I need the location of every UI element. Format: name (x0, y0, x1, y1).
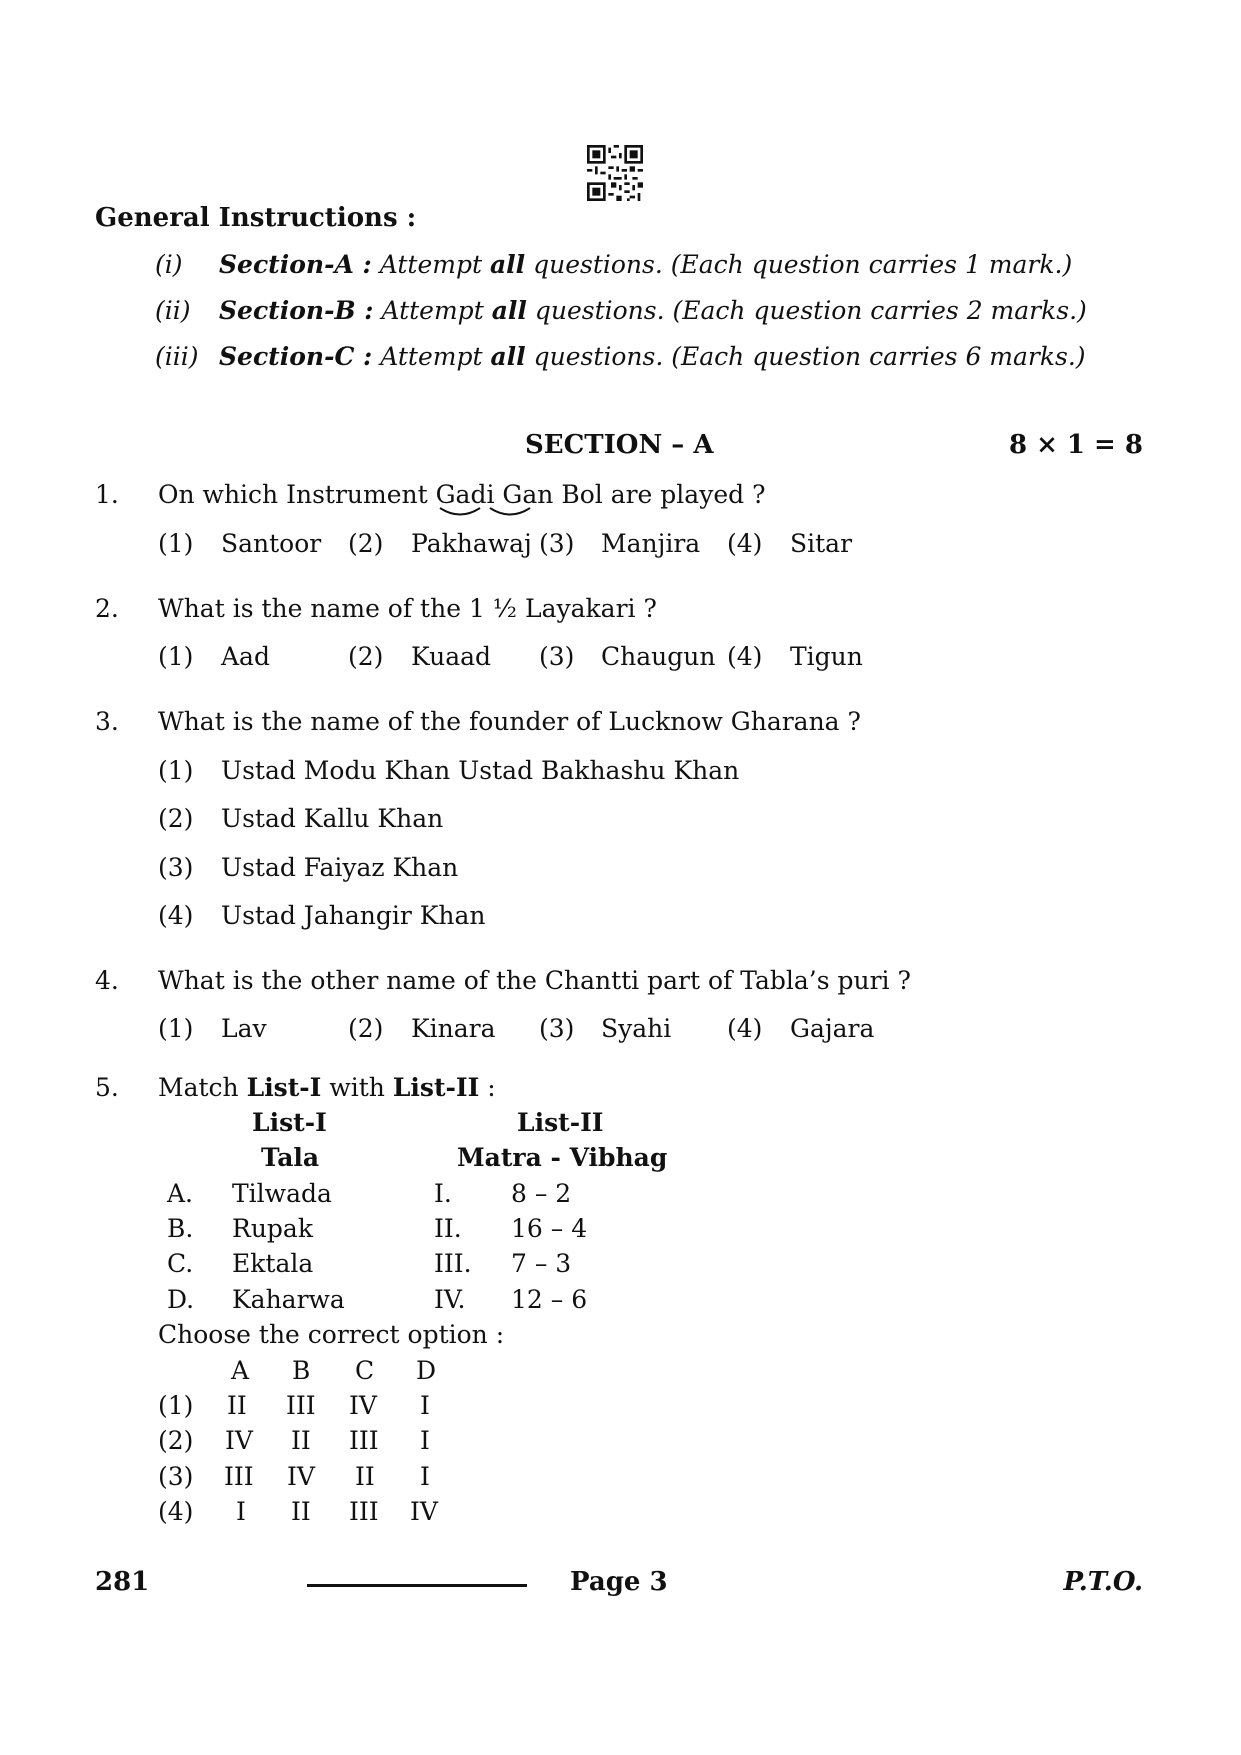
instruction-emphasis: all (489, 250, 526, 279)
answer-header: A (231, 1356, 250, 1385)
match-row-tala: Ektala (232, 1249, 314, 1278)
option-text: Pakhawaj (411, 529, 532, 558)
option-number: (1) (158, 642, 194, 671)
option-text: Gajara (790, 1014, 875, 1043)
instruction-text: Attempt (372, 342, 491, 371)
answer-option-number: (3) (158, 1462, 194, 1491)
instruction-number: (ii) (155, 296, 191, 325)
match-row-tala: Rupak (232, 1214, 313, 1243)
option-number: (2) (158, 804, 194, 833)
option-text: Syahi (601, 1014, 672, 1043)
answer-cell: II (291, 1426, 311, 1455)
list-two-ref: List-II (392, 1073, 480, 1102)
option-text: Manjira (601, 529, 701, 558)
answer-cell: I (420, 1426, 430, 1455)
match-row-letter: A. (167, 1179, 194, 1208)
paper-code: 281 (95, 1567, 150, 1597)
option-number: (4) (727, 642, 763, 671)
option-number: (2) (348, 1014, 384, 1043)
instruction-text: questions. (Each question carries (525, 250, 965, 279)
answer-cell: I (236, 1497, 246, 1526)
option-number: (4) (158, 901, 194, 930)
question-number: 4. (95, 966, 119, 995)
question-number: 5. (95, 1073, 119, 1102)
match-row-numeral: IV. (434, 1285, 466, 1314)
option-text: Lav (221, 1014, 267, 1043)
instruction-emphasis: all (490, 342, 526, 371)
general-instructions-title: General Instructions : (95, 203, 417, 233)
question-number: 1. (95, 480, 119, 509)
option-number: (4) (727, 1014, 763, 1043)
option-text: Ustad Faiyaz Khan (221, 853, 459, 882)
instruction-text: Attempt (371, 250, 490, 279)
match-row-tala: Kaharwa (232, 1285, 345, 1314)
answer-option-number: (4) (158, 1497, 194, 1526)
option-text: Tigun (790, 642, 863, 671)
instruction-section: Section-C : (219, 342, 373, 371)
answer-header: B (292, 1356, 311, 1385)
option-text: Ustad Jahangir Khan (221, 901, 486, 930)
instruction-number: (i) (155, 250, 183, 279)
footer-divider (307, 1584, 527, 1587)
instruction-section: Section-B : (219, 296, 374, 325)
instruction-item (155, 250, 1072, 279)
answer-header: C (355, 1356, 375, 1385)
option-number: (3) (539, 529, 575, 558)
answer-cell: II (227, 1391, 247, 1420)
question-number: 2. (95, 594, 119, 623)
option-number: (3) (158, 853, 194, 882)
instruction-marks: 2 (966, 296, 983, 325)
question-text: On which Instrument Gadi Gan Bol are played ? (158, 480, 766, 509)
answer-cell: IV (410, 1497, 438, 1526)
option-text: Ustad Modu Khan Ustad Bakhashu Khan (221, 756, 740, 785)
instruction-text: mark.) (980, 250, 1073, 279)
option-number: (1) (158, 1014, 194, 1043)
instruction-item (155, 296, 1087, 325)
choose-option-text: Choose the correct option : (158, 1320, 505, 1349)
match-row-tala: Tilwada (232, 1179, 332, 1208)
answer-cell: II (355, 1462, 375, 1491)
option-number: (3) (539, 642, 575, 671)
instruction-section: Section-A : (219, 250, 372, 279)
match-row-matra: 8 – 2 (511, 1179, 572, 1208)
match-row-letter: D. (167, 1285, 195, 1314)
option-text: Chaugun (601, 642, 716, 671)
question-text-part: Match (158, 1073, 247, 1102)
question-text: What is the name of the 1 ½ Layakari ? (158, 594, 657, 623)
answer-header: D (416, 1356, 437, 1385)
answer-cell: I (420, 1391, 430, 1420)
instruction-text: marks.) (981, 342, 1086, 371)
instruction-text: Attempt (373, 296, 492, 325)
match-row-letter: C. (167, 1249, 194, 1278)
instruction-emphasis: all (491, 296, 527, 325)
question-number: 3. (95, 707, 119, 736)
list-two-heading: List-II (517, 1108, 604, 1137)
option-number: (1) (158, 529, 194, 558)
answer-cell: IV (287, 1462, 315, 1491)
list-one-subheading: Tala (261, 1143, 320, 1172)
question-text (158, 1073, 496, 1102)
section-marks: 8 × 1 = 8 (1008, 430, 1143, 460)
instruction-text: marks.) (982, 296, 1087, 325)
match-row-matra: 16 – 4 (511, 1214, 588, 1243)
section-title: SECTION – A (525, 430, 714, 460)
pto-label: P.T.O. (1063, 1567, 1143, 1597)
list-one-ref: List-I (246, 1073, 322, 1102)
option-number: (2) (348, 642, 384, 671)
match-row-matra: 7 – 3 (511, 1249, 572, 1278)
match-row-matra: 12 – 6 (511, 1285, 588, 1314)
answer-cell: III (349, 1426, 379, 1455)
question-text: What is the name of the founder of Lucknow Gharana ? (158, 707, 861, 736)
match-row-numeral: I. (434, 1179, 452, 1208)
instruction-marks: 1 (964, 250, 981, 279)
match-row-numeral: III. (434, 1249, 472, 1278)
option-number: (3) (539, 1014, 575, 1043)
option-number: (1) (158, 756, 194, 785)
option-text: Kinara (411, 1014, 496, 1043)
answer-cell: I (420, 1462, 430, 1491)
page-number: Page 3 (570, 1567, 668, 1597)
option-text: Ustad Kallu Khan (221, 804, 444, 833)
answer-cell: III (349, 1497, 379, 1526)
answer-cell: III (286, 1391, 316, 1420)
match-row-numeral: II. (434, 1214, 462, 1243)
question-text-part: with (321, 1073, 393, 1102)
answer-cell: IV (349, 1391, 377, 1420)
answer-cell: III (224, 1462, 254, 1491)
answer-cell: II (291, 1497, 311, 1526)
instruction-text: questions. (Each question carries (525, 342, 966, 371)
answer-option-number: (1) (158, 1391, 194, 1420)
option-text: Santoor (221, 529, 322, 558)
instruction-marks: 6 (965, 342, 982, 371)
option-text: Aad (221, 642, 270, 671)
question-text: What is the other name of the Chantti part of Tabla’s puri ? (158, 966, 911, 995)
option-number: (4) (727, 529, 763, 558)
answer-option-number: (2) (158, 1426, 194, 1455)
option-number: (2) (348, 529, 384, 558)
instruction-number: (iii) (155, 342, 199, 371)
option-text: Kuaad (411, 642, 492, 671)
instruction-item (155, 342, 1086, 371)
list-one-heading: List-I (252, 1108, 327, 1137)
qr-code-icon (587, 145, 643, 201)
answer-cell: IV (225, 1426, 253, 1455)
list-two-subheading: Matra - Vibhag (457, 1143, 668, 1172)
instruction-text: questions. (Each question carries (526, 296, 967, 325)
question-text-part: : (479, 1073, 496, 1102)
option-text: Sitar (790, 529, 853, 558)
slur-mark-icon (438, 505, 533, 523)
match-row-letter: B. (167, 1214, 194, 1243)
